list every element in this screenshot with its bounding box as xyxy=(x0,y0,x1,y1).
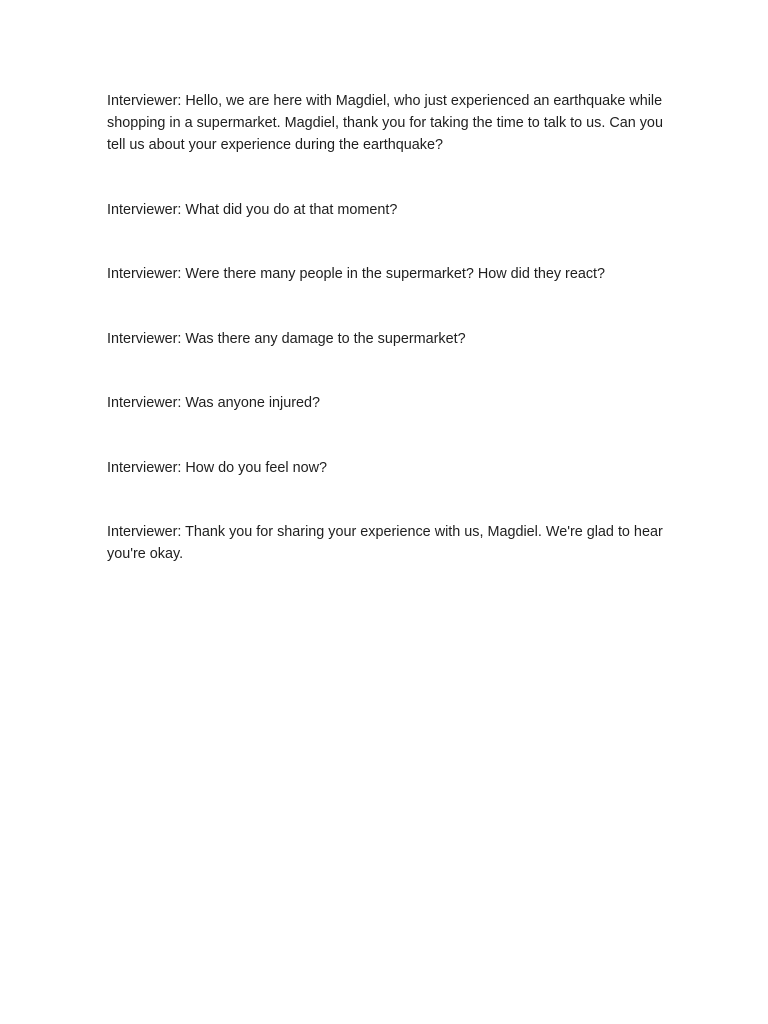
paragraph-spacer xyxy=(107,479,667,522)
paragraph-spacer xyxy=(107,414,667,457)
paragraph-spacer xyxy=(107,285,667,328)
interview-paragraph: Interviewer: Was there any damage to the supermarket? xyxy=(107,330,466,347)
interview-paragraph: Interviewer: Was anyone injured? xyxy=(107,395,321,411)
interview-paragraph: Interviewer: Thank you for sharing your experience with us, Magdiel. We're glad to hear you're okay. xyxy=(107,524,663,562)
paragraph-spacer xyxy=(107,156,667,199)
paragraph-spacer xyxy=(107,350,667,393)
document-body xyxy=(107,90,667,565)
paragraph-spacer xyxy=(107,221,667,264)
interview-paragraph: Interviewer: Were there many people in the supermarket? How did they react? xyxy=(107,266,606,282)
interview-paragraph: Interviewer: How do you feel now? xyxy=(107,459,327,476)
interview-paragraph: Interviewer: What did you do at that moment? xyxy=(107,201,398,218)
interview-paragraph: Interviewer: Hello, we are here with Magdiel, who just experienced an earthquake while shopping in a supermarket. Magdiel, thank you for taking the time to talk to us. Can you tell us about your experience during the earthquake? xyxy=(107,93,663,153)
